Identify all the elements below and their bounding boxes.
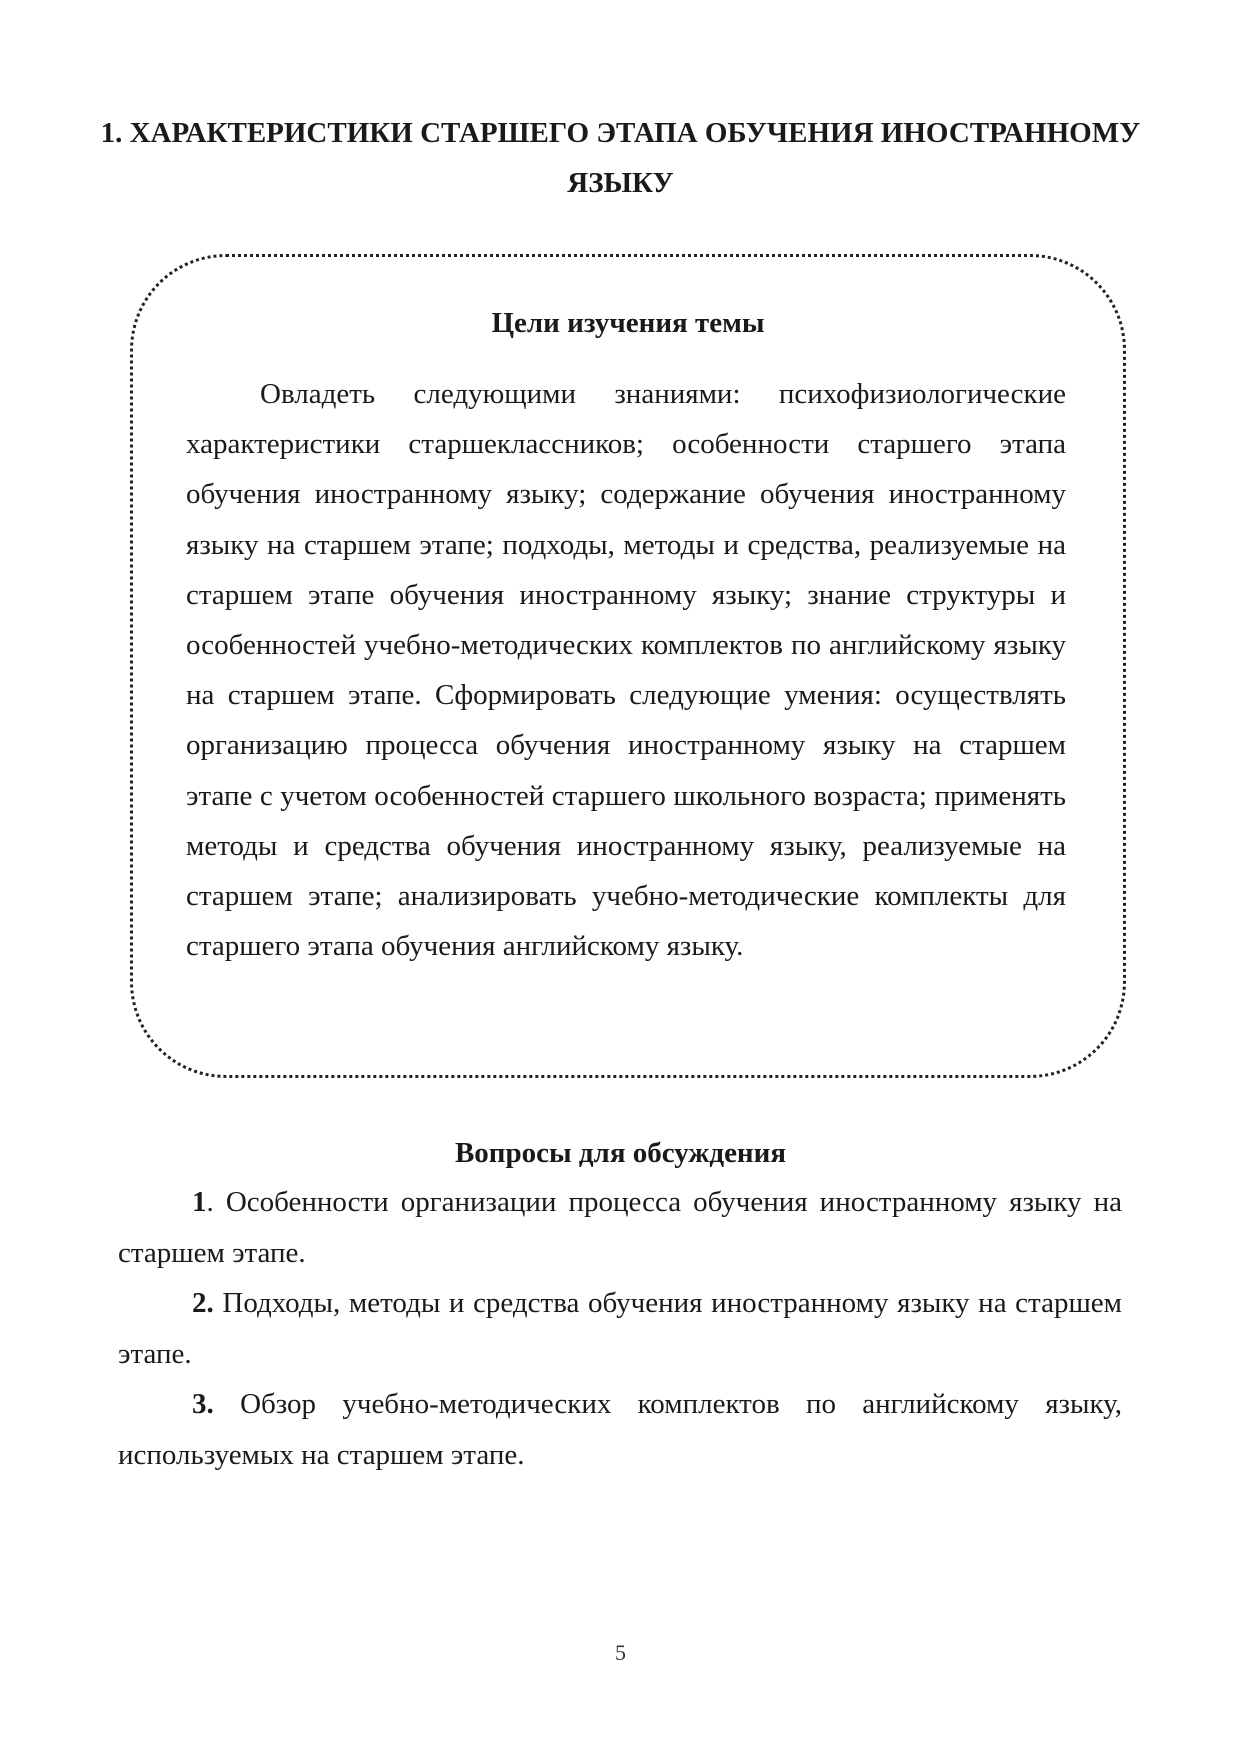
page-number: 5 <box>615 1640 626 1665</box>
question-text: Подходы, методы и средства обучения иностранному языку на старшем этапе. <box>118 1287 1122 1370</box>
question-separator: . <box>206 1186 226 1218</box>
question-text: Особенности организации процесса обучения иностранному языку на старшем этапе. <box>118 1186 1123 1269</box>
goals-heading: Цели изучения темы <box>491 307 765 339</box>
question-item <box>118 1177 1122 1278</box>
question-number: 3. <box>192 1388 214 1420</box>
question-item <box>118 1379 1122 1480</box>
question-separator <box>214 1388 240 1420</box>
discussion-questions-list <box>118 1177 1122 1480</box>
question-text: Обзор учебно-методических комплектов по английскому языку, используемых на старшем этапе. <box>118 1388 1123 1471</box>
question-number: 2. <box>192 1287 214 1319</box>
question-item <box>118 1278 1122 1379</box>
discussion-heading: Вопросы для обсуждения <box>454 1137 787 1169</box>
goals-paragraph: Овладеть следующими знаниями: психофизиологические характеристики старшеклассников; особенности старшего этапа обучения иностранному языку; содержание обучения иностранному языку на старшем этапе; подходы, методы и средства, реализуемые на старшем этапе обучения иностранному языку; знание структуры и особенностей учебно-методических комплектов по английскому языку на старшем этапе. Сформировать следующие умения: осуществлять организацию процесса обучения иностранному языку на старшем этапе с учетом особенностей старшего школьного возраста; применять методы и средства обучения иностранному языку, реализуемые на старшем этапе; анализировать учебно-методические комплекты для старшего этапа обучения английскому языку. <box>186 378 1066 963</box>
page-title: 1. ХАРАКТЕРИСТИКИ СТАРШЕГО ЭТАПА ОБУЧЕНИЯ ИНОСТРАННОМУ ЯЗЫКУ <box>100 117 1141 199</box>
question-number: 1 <box>192 1186 207 1218</box>
